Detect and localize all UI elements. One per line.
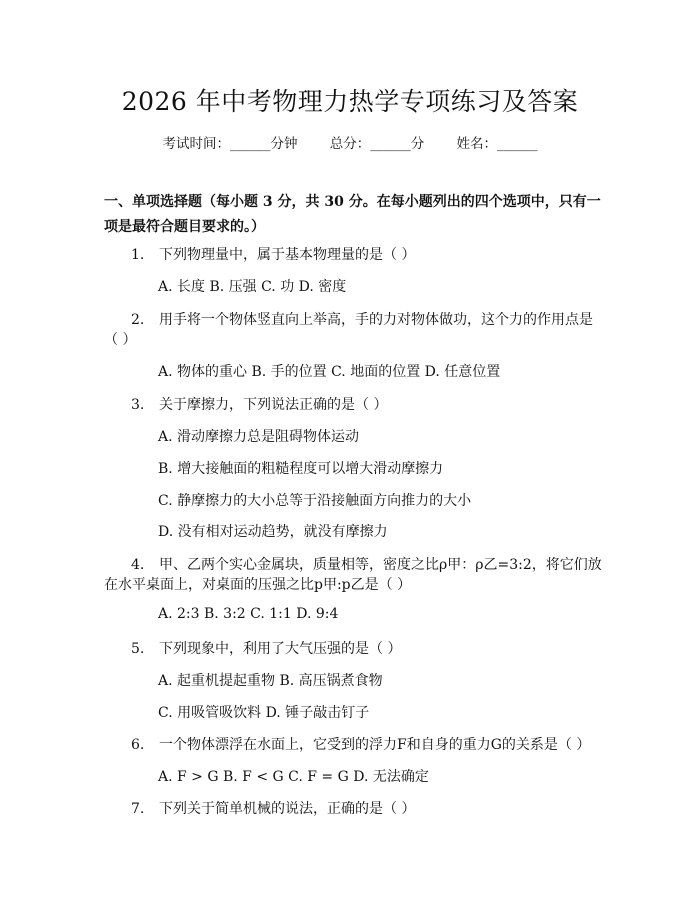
question-2 bbox=[131, 309, 593, 329]
question-1 bbox=[131, 244, 415, 264]
question-3-option-b: B. 增大接触面的粗糙程度可以增大滑动摩擦力 bbox=[158, 461, 444, 477]
question-text: 甲、乙两个实心金属块，质量相等，密度之比ρ甲：ρ乙=3:2，将它们放 bbox=[159, 557, 602, 573]
question-text: 一个物体漂浮在水面上，它受到的浮力F和自身的重力G的关系是（ ） bbox=[159, 737, 591, 753]
question-number: 6. bbox=[131, 737, 145, 753]
time-field: 考试时间：______分钟 bbox=[162, 136, 298, 152]
question-4-options: A. 2:3 B. 3:2 C. 1:1 D. 9:4 bbox=[158, 606, 339, 622]
question-number: 1. bbox=[131, 247, 145, 263]
question-number: 7. bbox=[131, 801, 145, 817]
question-2-options: A. 物体的重心 B. 手的位置 C. 地面的位置 D. 任意位置 bbox=[158, 364, 501, 380]
question-3-option-a: A. 滑动摩擦力总是阻碍物体运动 bbox=[158, 429, 360, 445]
question-7 bbox=[131, 798, 415, 818]
question-number: 5. bbox=[131, 641, 145, 657]
question-6-options: A. F > G B. F < G C. F = G D. 无法确定 bbox=[158, 769, 429, 785]
question-text: 下列物理量中，属于基本物理量的是（ ） bbox=[159, 247, 416, 263]
question-2-continued: （ ） bbox=[104, 332, 137, 348]
question-number: 3. bbox=[131, 397, 145, 413]
question-number: 2. bbox=[131, 312, 145, 328]
exam-meta bbox=[0, 132, 700, 152]
section-heading: 一、单项选择题（每小题 3 分，共 30 分。在每小题列出的四个选项中，只有一项是最符合题目要求的。） bbox=[104, 194, 601, 235]
question-5-options-cd: C. 用吸管吸饮料 D. 锤子敲击钉子 bbox=[158, 705, 370, 721]
question-text: 关于摩擦力，下列说法正确的是（ ） bbox=[159, 397, 388, 413]
question-3-option-d: D. 没有相对运动趋势，就没有摩擦力 bbox=[158, 524, 388, 540]
question-text: 用手将一个物体竖直向上举高，手的力对物体做功，这个力的作用点是 bbox=[159, 312, 593, 328]
question-text: 下列现象中，利用了大气压强的是（ ） bbox=[159, 641, 402, 657]
page-title: 2026 年中考物理力热学专项练习及答案 bbox=[121, 87, 579, 116]
question-4 bbox=[131, 554, 602, 574]
question-number: 4. bbox=[131, 557, 145, 573]
name-field: 姓名：______ bbox=[456, 136, 538, 152]
question-6 bbox=[131, 734, 590, 754]
question-3 bbox=[131, 394, 387, 414]
question-5 bbox=[131, 638, 401, 658]
question-5-options-ab: A. 起重机提起重物 B. 高压锅煮食物 bbox=[158, 673, 383, 689]
score-field: 总分：______分 bbox=[329, 136, 425, 152]
question-4-continued: 在水平桌面上，对桌面的压强之比p甲:p乙是（ ） bbox=[104, 577, 412, 593]
question-3-option-c: C. 静摩擦力的大小总等于沿接触面方向推力的大小 bbox=[158, 493, 472, 509]
question-text: 下列关于简单机械的说法，正确的是（ ） bbox=[159, 801, 416, 817]
question-1-options: A. 长度 B. 压强 C. 功 D. 密度 bbox=[158, 279, 347, 295]
